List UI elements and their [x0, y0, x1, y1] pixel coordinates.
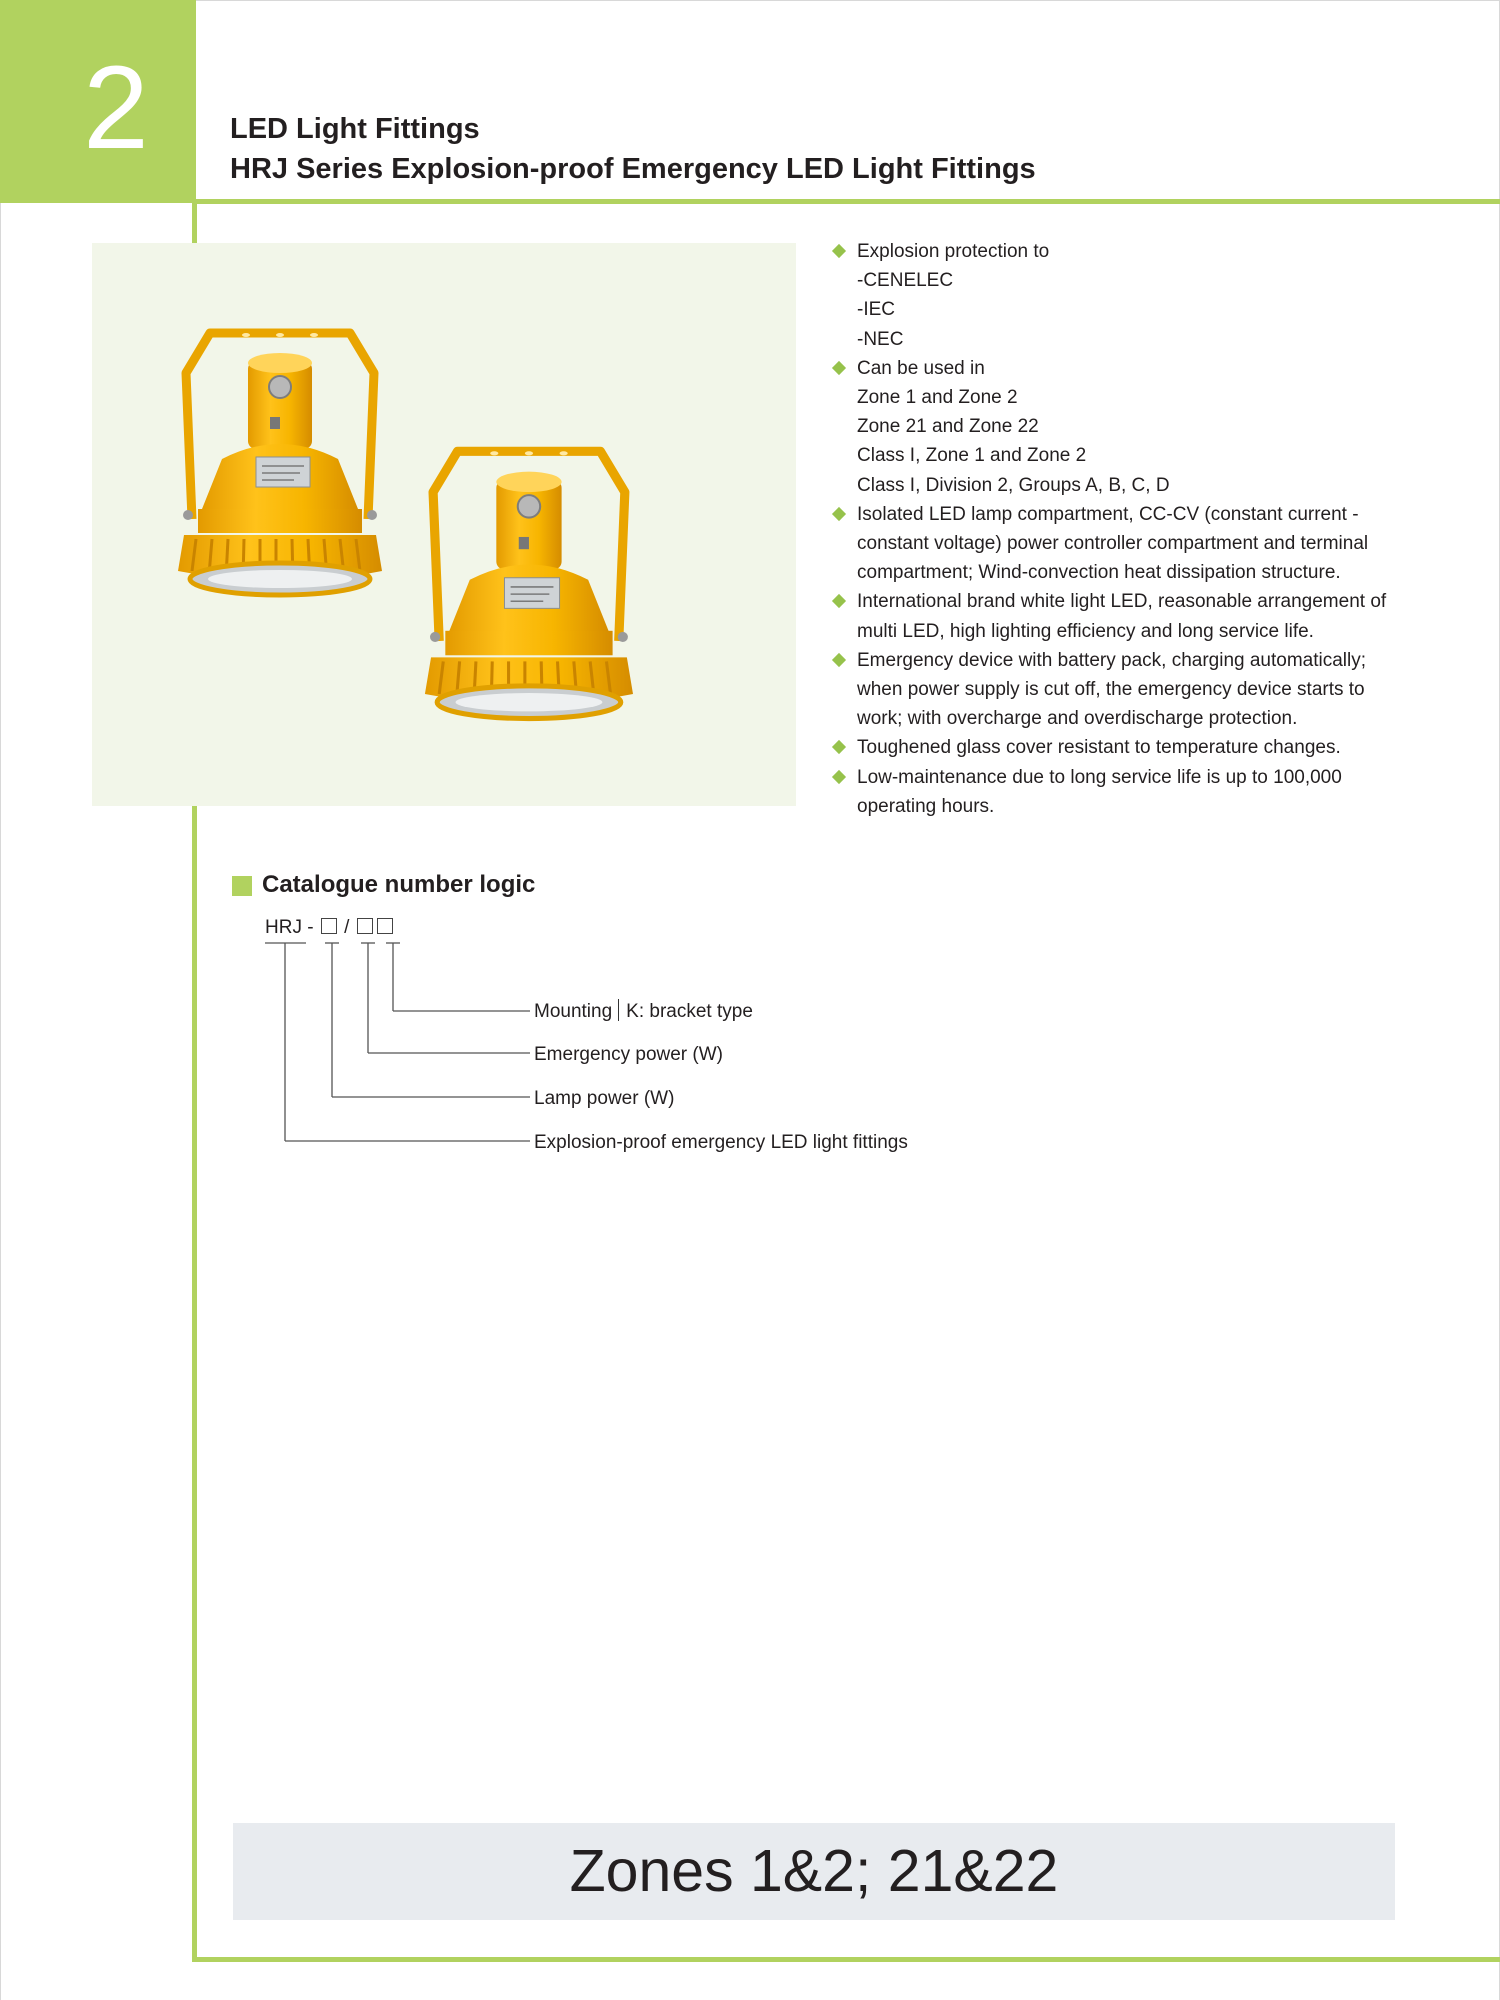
feature-subitem: Zone 21 and Zone 22 [857, 416, 1039, 438]
chapter-number: 2 [83, 42, 149, 174]
divider [618, 999, 619, 1021]
feature-item [832, 237, 1402, 354]
diamond-bullet-icon [832, 507, 846, 521]
feature-text: Isolated LED lamp compartment, CC-CV (constant current - constant voltage) power controller compartment and terminal compartment; Wind-convection heat dissipation structure. [857, 503, 1369, 584]
section-square-icon [232, 876, 252, 896]
page-border-left [0, 0, 1, 2000]
feature-text: International brand white light LED, reasonable arrangement of multi LED, high lighting efficiency and long service life. [857, 591, 1387, 642]
page-title: LED Light Fittings [230, 113, 480, 145]
product-photo [92, 243, 796, 806]
feature-item [832, 763, 1402, 821]
catalogue-code [265, 915, 395, 941]
feature-text: Emergency device with battery pack, charging automatically; when power supply is cut off, the emergency device starts to work; with overcharge and overdischarge protection. [857, 649, 1367, 730]
mounting-label: Mounting [534, 1001, 613, 1022]
code-box-icon [377, 918, 393, 934]
code-separator: / [344, 917, 350, 938]
legend-emergency-power: Emergency power (W) [534, 1044, 723, 1065]
feature-list [832, 237, 1402, 821]
feature-subitem: -NEC [857, 328, 904, 350]
diamond-bullet-icon [832, 244, 846, 258]
diamond-bullet-icon [832, 770, 846, 784]
legend-mounting [534, 999, 753, 1024]
feature-subitem: Class I, Division 2, Groups A, B, C, D [857, 474, 1170, 496]
feature-item [832, 646, 1402, 734]
code-box-icon [321, 918, 337, 934]
page-border-top [0, 0, 1500, 1]
feature-subitem: Class I, Zone 1 and Zone 2 [857, 445, 1087, 467]
feature-item [832, 587, 1402, 645]
zones-label: Zones 1&2; 21&22 [569, 1838, 1059, 1904]
diamond-bullet-icon [832, 653, 846, 667]
diamond-bullet-icon [832, 594, 846, 608]
header-rule [196, 199, 1500, 204]
catalogue-section-title: Catalogue number logic [262, 871, 536, 898]
page-subtitle: HRJ Series Explosion-proof Emergency LED Light Fittings [230, 153, 1036, 185]
legend-lamp-power: Lamp power (W) [534, 1088, 675, 1109]
code-prefix: HRJ - [265, 917, 314, 938]
diamond-bullet-icon [832, 361, 846, 375]
feature-text: Low-maintenance due to long service life is up to 100,000 operating hours. [857, 766, 1342, 817]
code-box-icon [357, 918, 373, 934]
feature-subitem: -CENELEC [857, 270, 954, 292]
feature-text: Toughened glass cover resistant to temperature changes. [857, 737, 1341, 759]
product-illustration [92, 243, 796, 806]
feature-item [832, 733, 1402, 762]
feature-text: Can be used in [857, 357, 985, 379]
feature-item [832, 500, 1402, 588]
feature-text: Explosion protection to [857, 241, 1050, 262]
feature-subitem: Zone 1 and Zone 2 [857, 387, 1018, 409]
feature-item [832, 354, 1402, 500]
legend-explosion-proof: Explosion-proof emergency LED light fittings [534, 1132, 908, 1153]
diamond-bullet-icon [832, 740, 846, 754]
feature-subitem: -IEC [857, 299, 895, 321]
footer-rule [192, 1957, 1500, 1962]
mounting-value: K: bracket type [626, 1001, 753, 1022]
